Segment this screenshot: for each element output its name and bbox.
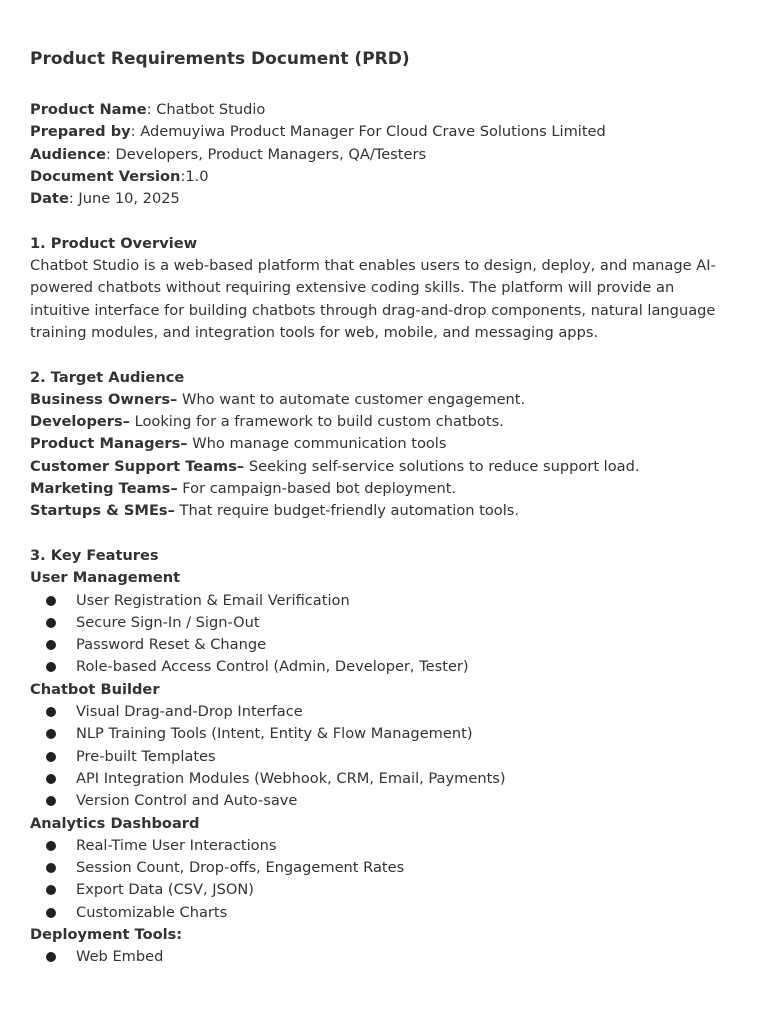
bullet-icon: [46, 729, 56, 739]
list-item: Export Data (CSV, JSON): [30, 879, 738, 901]
list-item: NLP Training Tools (Intent, Entity & Flow Management): [30, 723, 738, 745]
feature-list: [30, 835, 738, 924]
list-item: Pre-built Templates: [30, 746, 738, 768]
meta-date: Date: June 10, 2025: [30, 190, 180, 208]
bullet-icon: [46, 640, 56, 650]
list-item: User Registration & Email Verification: [30, 590, 738, 612]
feature-list: [30, 701, 738, 812]
audience-item: Marketing Teams– For campaign-based bot deployment.: [30, 480, 457, 498]
meta-audience: Audience: Developers, Product Managers, QA/Testers: [30, 145, 427, 163]
meta-value: June 10, 2025: [78, 190, 180, 208]
list-item: Session Count, Drop-offs, Engagement Rates: [30, 857, 738, 879]
bullet-icon: [46, 908, 56, 918]
feature-list: [30, 590, 738, 679]
bullet-icon: [46, 596, 56, 606]
audience-item: Startups & SMEs– That require budget-friendly automation tools.: [30, 502, 520, 520]
meta-label: Product Name: [30, 101, 147, 118]
meta-label: Date: [30, 190, 69, 208]
bullet-icon: [46, 952, 56, 962]
audience-item: Business Owners– Who want to automate customer engagement.: [30, 390, 526, 408]
meta-product-name: Product Name: Chatbot Studio: [30, 101, 266, 118]
feature-group-heading: User Management: [30, 569, 181, 587]
list-item: Secure Sign-In / Sign-Out: [30, 612, 738, 634]
list-item: Real-Time User Interactions: [30, 835, 738, 857]
section-heading: 1. Product Overview: [30, 234, 198, 252]
meta-value: 1.0: [185, 167, 209, 185]
list-item: API Integration Modules (Webhook, CRM, Email, Payments): [30, 768, 738, 790]
section-heading: 2. Target Audience: [30, 368, 185, 386]
list-item: Visual Drag-and-Drop Interface: [30, 701, 738, 723]
list-item: Password Reset & Change: [30, 634, 738, 656]
feature-list: [30, 946, 738, 968]
meta-value: Developers, Product Managers, QA/Testers: [115, 145, 427, 163]
bullet-icon: [46, 662, 56, 672]
feature-group-heading: Analytics Dashboard: [30, 814, 200, 832]
document-title: Product Requirements Document (PRD): [30, 49, 410, 69]
list-item: Customizable Charts: [30, 902, 738, 924]
bullet-icon: [46, 752, 56, 762]
bullet-icon: [46, 885, 56, 895]
bullet-icon: [46, 707, 56, 717]
meta-document-version: Document Version:1.0: [30, 167, 209, 185]
meta-value: Ademuyiwa Product Manager For Cloud Crave Solutions Limited: [140, 123, 606, 141]
feature-group-heading: Chatbot Builder: [30, 680, 160, 698]
meta-prepared-by: Prepared by: Ademuyiwa Product Manager For Cloud Crave Solutions Limited: [30, 123, 606, 141]
section-target-audience: [30, 367, 738, 523]
bullet-icon: [46, 774, 56, 784]
audience-item: Product Managers– Who manage communication tools: [30, 435, 447, 453]
list-item: Version Control and Auto-save: [30, 790, 738, 812]
section-product-overview: [30, 233, 738, 344]
feature-group-heading: Deployment Tools:: [30, 925, 183, 943]
audience-item: Customer Support Teams– Seeking self-service solutions to reduce support load.: [30, 457, 640, 475]
list-item: Role-based Access Control (Admin, Developer, Tester): [30, 656, 738, 678]
section-heading: 3. Key Features: [30, 546, 159, 564]
bullet-icon: [46, 618, 56, 628]
list-item: Web Embed: [30, 946, 738, 968]
meta-label: Audience: [30, 145, 106, 163]
bullet-icon: [46, 841, 56, 851]
overview-paragraph: Chatbot Studio is a web-based platform that enables users to design, deploy, and manage AI-powered chatbots without requiring extensive coding skills. The platform will provide an intuitive interface for building chatbots through drag-and-drop components, natural language training modules, and integration tools for web, mobile, and messaging apps.: [30, 257, 716, 341]
document-meta: [30, 99, 738, 210]
meta-value: Chatbot Studio: [156, 101, 266, 118]
section-key-features: [30, 545, 738, 969]
audience-item: Developers– Looking for a framework to build custom chatbots.: [30, 413, 504, 431]
bullet-icon: [46, 796, 56, 806]
meta-label: Document Version: [30, 167, 181, 185]
meta-label: Prepared by: [30, 123, 131, 141]
bullet-icon: [46, 863, 56, 873]
